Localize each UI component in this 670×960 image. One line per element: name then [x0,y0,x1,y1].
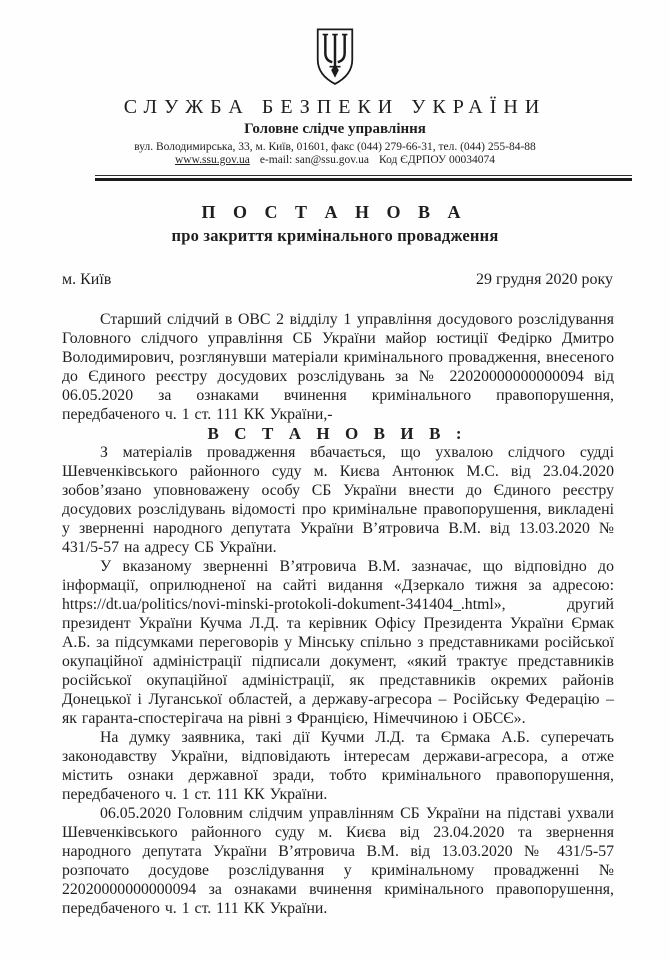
document-body [62,310,614,918]
website-text: www.ssu.gov.ua [174,154,250,166]
body-paragraph: На думку заявника, такі дії Кучми Л.Д. та Єрмака А.Б. суперечать законодавству України, відповідають інтересам держави-агресора, а отже містить ознаки державної зради, тобто кримінального правопорушення, передбаченого ч. 1 ст. 111 КК України. [62,729,614,803]
place-label: м. Київ [62,271,112,288]
ukraine-trident-icon [314,28,356,86]
org-name: СЛУЖБА БЕЗПЕКИ УКРАЇНИ [123,96,547,118]
intro-paragraph: Старший слідчий в ОВС 2 відділу 1 управління досудового розслідування Головного слідчого управління СБ України майор юстиції Федірко Дмитро Володимирович, розглянувши матеріали кримінального провадження, внесеного до Єдиного реєстру досудових розслідувань за № 22020000000000094 від 06.05.2020 за ознаками вчинення кримінального правопорушення, передбаченого ч. 1 ст. 111 КК України,- [62,311,614,423]
body-paragraph: З матеріалів провадження вбачається, що ухвалою слідчого судді Шевченківського районного суду м. Києва Антонюк М.С. від 23.04.2020 зобов’язано уповноважену особу СБ України внести до Єдиного реєстру досудових розслідувань відомості про кримінальне правопорушення, викладені у зверненні народного депутата України В’ятровича В.М. від 13.03.2020 № 431/5-57 на адресу СБ України. [62,444,614,556]
place-date-row [62,271,613,289]
body-paragraph: 06.05.2020 Головним слідчим управлінням СБ України на підставі ухвали Шевченківського районного суду м. Києва від 23.04.2020 та звернення народного депутата України В’ятровича В.М. від 13.03.2020 № 431/5-57 розпочато досудове розслідування у кримінальному провадженні № 22020000000000094 за ознаками вчинення кримінального правопорушення, передбаченого ч. 1 ст. 111 КК України. [62,805,614,917]
letterhead-divider [95,175,632,181]
document-title: П О С Т А Н О В А [201,202,469,222]
letterhead [0,0,670,181]
body-paragraph: У вказаному зверненні В’ятровича В.М. зазначає, що відповідно до інформації, оприлюдненої на сайті видання «Дзеркало тижня за адресою: https://dt.ua/politics/novi-minski-protokoli-dokument-341404_.html», другий президент України Кучма Л.Д. та керівник Офісу Президента України Єрмак А.Б. за підсумками переговорів у Мінську спільно з представниками російської окупаційної адміністрації підписали документ, «який трактує представників російської окупаційної адміністрації, як представників окремих районів Донецької і Луганської областей, а державу-агресора – Російську Федерацію – як гаранта-спостерігача на рівні з Францією, Німеччиною і ОБСЄ». [62,558,614,727]
edrpou-code: Код ЄДРПОУ 00034074 [378,154,496,166]
address-line: вул. Володимирська, 33, м. Київ, 01601, факс (044) 279-66-31, тел. (044) 255-84-88 [134,141,536,153]
department-name: Головне слідче управління [244,121,426,137]
contacts-line [0,154,670,166]
date-label: 29 грудня 2020 року [476,271,613,288]
email-text: e-mail: san@ssu.gov.ua [259,154,369,166]
section-heading: В С Т А Н О В И В : [207,424,469,443]
document-subtitle: про закриття кримінального провадження [171,226,499,245]
